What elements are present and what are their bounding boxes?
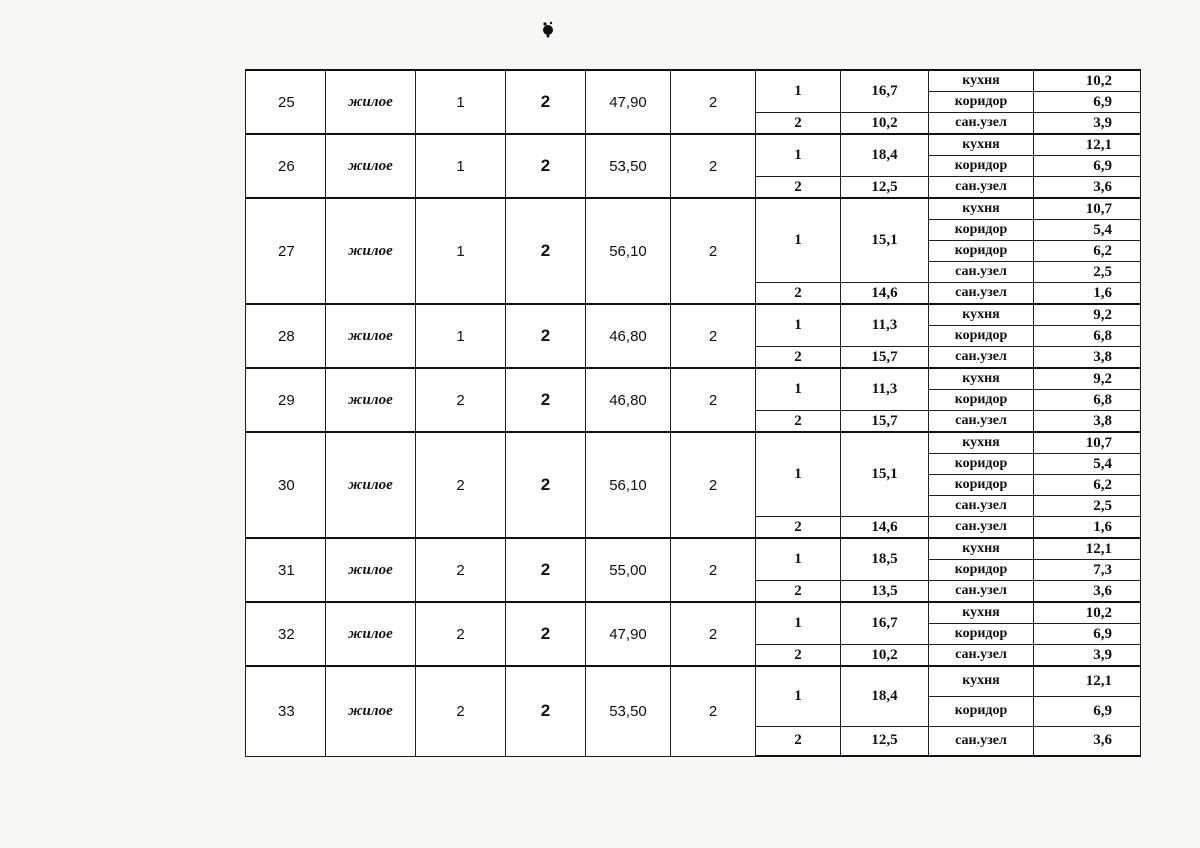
living-room-number: 1 [756, 198, 841, 283]
room-count: 2 [506, 368, 586, 432]
floor-number: 2 [416, 538, 506, 602]
premises-type: жилое [326, 198, 416, 304]
room-count: 2 [506, 602, 586, 666]
auxiliary-room-name: коридор [929, 92, 1034, 113]
table-row [246, 70, 1141, 92]
auxiliary-room-area: 6,9 [1034, 696, 1141, 726]
auxiliary-room-name: коридор [929, 696, 1034, 726]
auxiliary-room-name: сан.узел [929, 177, 1034, 199]
living-room-number: 1 [756, 368, 841, 411]
living-room-number: 1 [756, 432, 841, 517]
apartment-number: 32 [246, 602, 326, 666]
table-row [246, 368, 1141, 390]
auxiliary-room-area: 6,2 [1034, 475, 1141, 496]
register-body [246, 70, 1141, 756]
auxiliary-room-name: сан.узел [929, 726, 1034, 756]
level-count: 2 [671, 368, 756, 432]
premises-type: жилое [326, 70, 416, 134]
auxiliary-room-area: 6,2 [1034, 241, 1141, 262]
auxiliary-room-name: коридор [929, 560, 1034, 581]
living-room-number: 2 [756, 645, 841, 667]
auxiliary-room-name: кухня [929, 538, 1034, 560]
auxiliary-room-area: 10,2 [1034, 602, 1141, 624]
auxiliary-room-name: кухня [929, 198, 1034, 220]
floor-number: 1 [416, 134, 506, 198]
table-row [246, 666, 1141, 696]
auxiliary-room-name: сан.узел [929, 645, 1034, 667]
auxiliary-room-area: 7,3 [1034, 560, 1141, 581]
auxiliary-room-name: кухня [929, 602, 1034, 624]
level-count: 2 [671, 602, 756, 666]
auxiliary-room-name: кухня [929, 304, 1034, 326]
auxiliary-room-name: кухня [929, 134, 1034, 156]
total-area: 53,50 [586, 666, 671, 756]
apartment-number: 27 [246, 198, 326, 304]
auxiliary-room-area: 6,9 [1034, 624, 1141, 645]
living-room-area: 12,5 [841, 726, 929, 756]
auxiliary-room-area: 2,5 [1034, 496, 1141, 517]
auxiliary-room-name: сан.узел [929, 496, 1034, 517]
living-room-number: 2 [756, 517, 841, 539]
auxiliary-room-name: коридор [929, 624, 1034, 645]
auxiliary-room-area: 1,6 [1034, 283, 1141, 305]
apartment-number: 30 [246, 432, 326, 538]
total-area: 47,90 [586, 70, 671, 134]
auxiliary-room-name: сан.узел [929, 347, 1034, 369]
premises-type: жилое [326, 368, 416, 432]
total-area: 53,50 [586, 134, 671, 198]
level-count: 2 [671, 304, 756, 368]
auxiliary-room-name: кухня [929, 432, 1034, 454]
living-room-area: 18,5 [841, 538, 929, 581]
floor-number: 2 [416, 368, 506, 432]
living-room-number: 1 [756, 666, 841, 726]
level-count: 2 [671, 198, 756, 304]
auxiliary-room-name: кухня [929, 368, 1034, 390]
level-count: 2 [671, 134, 756, 198]
auxiliary-room-area: 3,8 [1034, 347, 1141, 369]
auxiliary-room-name: сан.узел [929, 411, 1034, 433]
auxiliary-room-area: 10,7 [1034, 432, 1141, 454]
table-row [246, 134, 1141, 156]
total-area: 55,00 [586, 538, 671, 602]
ink-blot [541, 20, 555, 38]
living-room-area: 10,2 [841, 645, 929, 667]
premises-type: жилое [326, 538, 416, 602]
premises-type: жилое [326, 304, 416, 368]
table-row [246, 602, 1141, 624]
living-room-number: 2 [756, 283, 841, 305]
auxiliary-room-name: коридор [929, 326, 1034, 347]
auxiliary-room-area: 12,1 [1034, 538, 1141, 560]
table-row [246, 198, 1141, 220]
level-count: 2 [671, 70, 756, 134]
auxiliary-room-area: 2,5 [1034, 262, 1141, 283]
living-room-area: 12,5 [841, 177, 929, 199]
living-room-area: 18,4 [841, 134, 929, 177]
living-room-number: 2 [756, 411, 841, 433]
room-count: 2 [506, 538, 586, 602]
table-row [246, 304, 1141, 326]
table-row [246, 432, 1141, 454]
auxiliary-room-name: кухня [929, 70, 1034, 92]
floor-number: 2 [416, 666, 506, 756]
auxiliary-room-name: сан.узел [929, 113, 1034, 135]
auxiliary-room-area: 6,9 [1034, 92, 1141, 113]
living-room-area: 10,2 [841, 113, 929, 135]
total-area: 46,80 [586, 304, 671, 368]
auxiliary-room-area: 6,8 [1034, 390, 1141, 411]
auxiliary-room-name: коридор [929, 454, 1034, 475]
apartment-register-table [245, 69, 1141, 757]
auxiliary-room-area: 9,2 [1034, 368, 1141, 390]
auxiliary-room-area: 9,2 [1034, 304, 1141, 326]
auxiliary-room-area: 3,6 [1034, 726, 1141, 756]
auxiliary-room-area: 3,9 [1034, 645, 1141, 667]
auxiliary-room-area: 1,6 [1034, 517, 1141, 539]
auxiliary-room-area: 12,1 [1034, 134, 1141, 156]
room-count: 2 [506, 70, 586, 134]
living-room-number: 2 [756, 347, 841, 369]
apartment-number: 29 [246, 368, 326, 432]
level-count: 2 [671, 432, 756, 538]
room-count: 2 [506, 666, 586, 756]
auxiliary-room-name: сан.узел [929, 517, 1034, 539]
living-room-area: 14,6 [841, 517, 929, 539]
room-count: 2 [506, 432, 586, 538]
apartment-number: 26 [246, 134, 326, 198]
total-area: 46,80 [586, 368, 671, 432]
living-room-number: 1 [756, 602, 841, 645]
living-room-area: 16,7 [841, 70, 929, 113]
room-count: 2 [506, 134, 586, 198]
floor-number: 1 [416, 70, 506, 134]
apartment-number: 31 [246, 538, 326, 602]
premises-type: жилое [326, 432, 416, 538]
room-count: 2 [506, 304, 586, 368]
living-room-number: 1 [756, 134, 841, 177]
total-area: 56,10 [586, 432, 671, 538]
auxiliary-room-name: сан.узел [929, 283, 1034, 305]
floor-number: 1 [416, 198, 506, 304]
total-area: 47,90 [586, 602, 671, 666]
floor-number: 2 [416, 432, 506, 538]
auxiliary-room-name: коридор [929, 156, 1034, 177]
auxiliary-room-area: 5,4 [1034, 220, 1141, 241]
living-room-area: 15,1 [841, 432, 929, 517]
living-room-number: 1 [756, 304, 841, 347]
auxiliary-room-name: кухня [929, 666, 1034, 696]
auxiliary-room-area: 6,9 [1034, 156, 1141, 177]
auxiliary-room-name: коридор [929, 220, 1034, 241]
premises-type: жилое [326, 134, 416, 198]
auxiliary-room-area: 3,8 [1034, 411, 1141, 433]
auxiliary-room-area: 6,8 [1034, 326, 1141, 347]
living-room-area: 13,5 [841, 581, 929, 603]
total-area: 56,10 [586, 198, 671, 304]
living-room-number: 2 [756, 726, 841, 756]
level-count: 2 [671, 538, 756, 602]
living-room-number: 2 [756, 113, 841, 135]
auxiliary-room-name: коридор [929, 241, 1034, 262]
auxiliary-room-name: сан.узел [929, 262, 1034, 283]
living-room-number: 2 [756, 581, 841, 603]
living-room-area: 16,7 [841, 602, 929, 645]
auxiliary-room-name: коридор [929, 475, 1034, 496]
floor-number: 2 [416, 602, 506, 666]
living-room-area: 15,7 [841, 347, 929, 369]
floor-number: 1 [416, 304, 506, 368]
auxiliary-room-area: 10,2 [1034, 70, 1141, 92]
auxiliary-room-area: 3,6 [1034, 581, 1141, 603]
apartment-number: 28 [246, 304, 326, 368]
living-room-number: 1 [756, 70, 841, 113]
auxiliary-room-name: сан.узел [929, 581, 1034, 603]
auxiliary-room-area: 12,1 [1034, 666, 1141, 696]
room-count: 2 [506, 198, 586, 304]
table-row [246, 538, 1141, 560]
premises-type: жилое [326, 666, 416, 756]
auxiliary-room-area: 3,9 [1034, 113, 1141, 135]
living-room-number: 1 [756, 538, 841, 581]
living-room-area: 11,3 [841, 368, 929, 411]
apartment-number: 33 [246, 666, 326, 756]
level-count: 2 [671, 666, 756, 756]
living-room-area: 15,1 [841, 198, 929, 283]
living-room-area: 15,7 [841, 411, 929, 433]
living-room-area: 18,4 [841, 666, 929, 726]
apartment-number: 25 [246, 70, 326, 134]
living-room-area: 11,3 [841, 304, 929, 347]
auxiliary-room-area: 10,7 [1034, 198, 1141, 220]
living-room-number: 2 [756, 177, 841, 199]
auxiliary-room-area: 3,6 [1034, 177, 1141, 199]
auxiliary-room-name: коридор [929, 390, 1034, 411]
living-room-area: 14,6 [841, 283, 929, 305]
auxiliary-room-area: 5,4 [1034, 454, 1141, 475]
premises-type: жилое [326, 602, 416, 666]
